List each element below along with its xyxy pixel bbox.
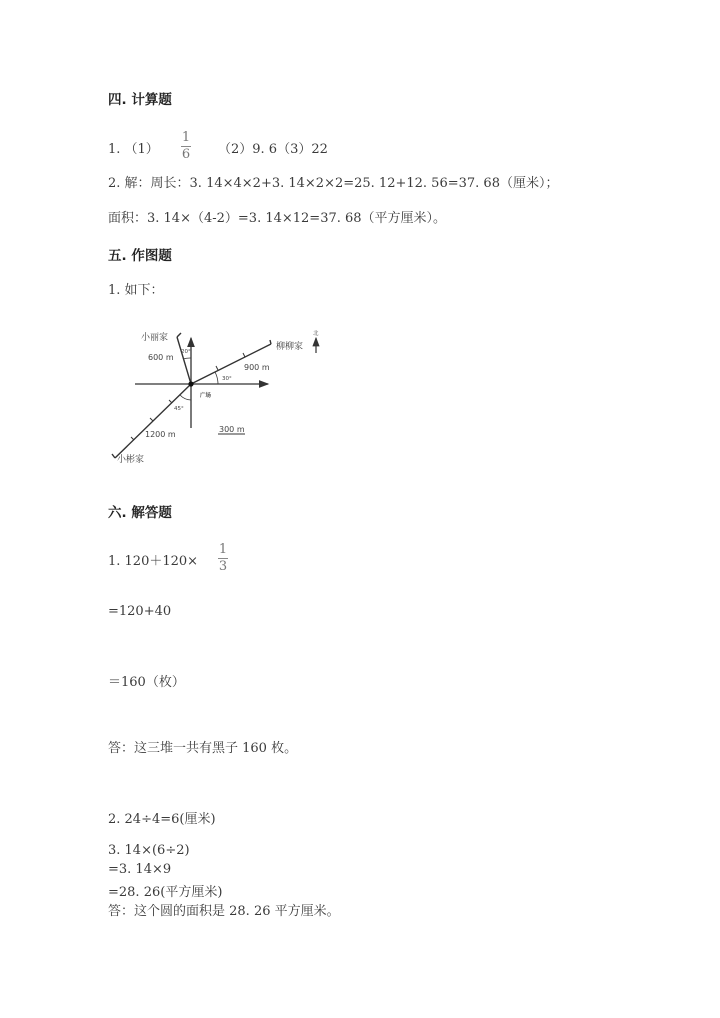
section-4-title: 四. 计算题 [108,92,172,108]
s6-q1-answer: 答：这三堆一共有黑子 160 枚。 [108,741,298,756]
s6-q3-answer: 答：这个圆的面积是 28. 26 平方厘米。 [108,904,340,919]
label-45deg: 45° [174,406,184,412]
s4-q2-line2: 面积：3. 14×（4-2）=3. 14×12=37. 68（平方厘米）。 [108,211,447,226]
s6-q1-step1: =120+40 [108,604,172,619]
square-point [188,381,193,386]
label-liuliu: 柳柳家 [276,342,304,352]
label-xiaoli: 小丽家 [141,333,169,343]
s6-q3-line1: 3. 14×(6÷2) [108,843,190,858]
label-square: 广场 [200,393,212,399]
fraction-numerator: 1 [218,542,228,557]
label-20deg: 20° [181,349,191,355]
s4-q1-rest: （2）9. 6（3）22 [218,142,328,157]
section-5-title: 五. 作图题 [108,248,172,264]
fraction-denominator: 6 [181,147,191,162]
fraction-denominator: 3 [218,559,228,574]
label-scale-300m: 300 m [219,425,245,434]
s6-q1-prefix: 1. 120＋120× [108,554,199,569]
label-30deg: 30° [222,376,232,382]
s4-q1-prefix: 1. （1） [108,142,159,157]
s6-q1-step2: ＝160（枚） [108,675,185,690]
s6-q3-line2: =3. 14×9 [108,862,172,877]
label-600m: 600 m [148,353,174,362]
label-north: 北 [313,331,319,337]
label-1200m: 1200 m [145,430,176,439]
s5-q1: 1. 如下： [108,283,164,298]
fraction-numerator: 1 [181,130,191,145]
label-900m: 900 m [244,363,270,372]
section-6-title: 六. 解答题 [108,505,172,521]
xiaoli-line [177,337,191,384]
label-xiaobin: 小彬家 [117,455,145,465]
s6-q2: 2. 24÷4=6(厘米) [108,812,216,827]
s6-q3-line3: =28. 26(平方厘米) [108,885,223,900]
s4-q2-line1: 2. 解：周长：3. 14×4×2+3. 14×2×2=25. 12+12. 56=37. 68（厘米）； [108,176,559,191]
s6-q1-fraction [218,543,228,574]
